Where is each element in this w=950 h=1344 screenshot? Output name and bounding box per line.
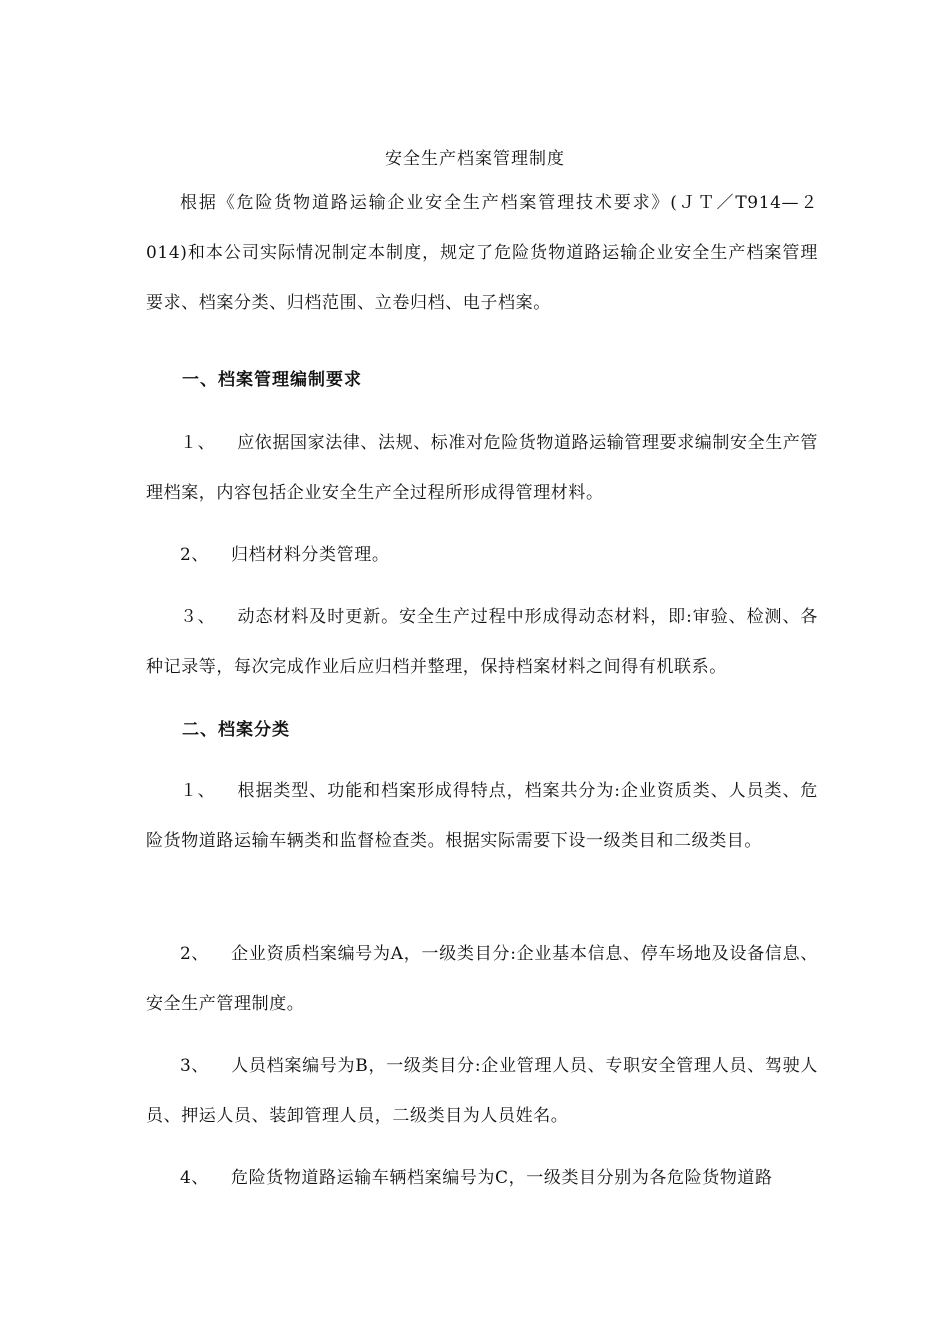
item-number: １、 [180, 781, 216, 801]
item-text: 危险货物道路运输车辆档案编号为C，一级类目分别为各危险货物道路 [231, 1168, 773, 1188]
item-text: 根据类型、功能和档案形成得特点，档案共分为:企业资质类、人员类、危险货物道路运输车辆类和监督检查类。根据实际需要下设一级类目和二级类目。 [146, 781, 818, 851]
intro-paragraph: 根据《危险货物道路运输企业安全生产档案管理技术要求》(ＪＴ／T914—２014)和本公司实际情况制定本制度，规定了危险货物道路运输企业安全生产档案管理要求、档案分类、归档范围、立卷归档、电子档案。 [146, 193, 818, 313]
item-number: 2、 [180, 545, 210, 565]
item-text: 动态材料及时更新。安全生产过程中形成得动态材料，即:审验、检测、各种记录等，每次完成作业后应归档并整理，保持档案材料之间得有机联系。 [146, 607, 818, 677]
item-number: 3、 [180, 1056, 210, 1076]
list-item [146, 592, 818, 692]
item-text: 人员档案编号为B，一级类目分:企业管理人员、专职安全管理人员、驾驶人员、押运人员、装卸管理人员，二级类目为人员姓名。 [146, 1056, 818, 1126]
list-item [146, 530, 818, 580]
item-number: １、 [180, 433, 216, 453]
item-number: 2、 [180, 944, 210, 964]
section-heading-classification: 二、档案分类 [182, 720, 290, 740]
item-number: 4、 [180, 1168, 210, 1188]
item-text: 归档材料分类管理。 [231, 545, 390, 565]
document-title: 安全生产档案管理制度 [385, 149, 565, 169]
item-number: ３、 [180, 607, 216, 627]
item-text: 企业资质档案编号为A，一级类目分:企业基本信息、停车场地及设备信息、安全生产管理制度。 [146, 944, 818, 1014]
item-text: 应依据国家法律、法规、标准对危险货物道路运输管理要求编制安全生产管理档案，内容包括企业安全生产全过程所形成得管理材料。 [146, 433, 819, 503]
section-heading-management-requirements: 一、档案管理编制要求 [182, 370, 362, 390]
list-item [146, 1041, 818, 1141]
list-item [146, 1153, 818, 1203]
list-item [146, 766, 818, 866]
list-item [146, 418, 818, 518]
list-item [146, 929, 818, 1029]
